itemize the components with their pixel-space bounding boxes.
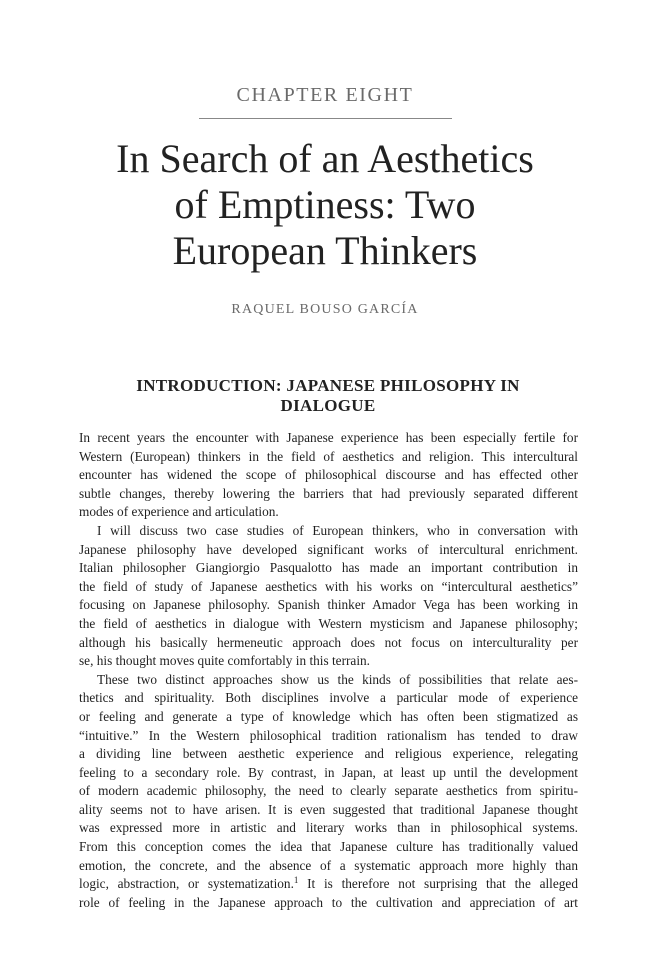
footnote-reference[interactable]: 1 bbox=[293, 875, 299, 886]
text-line: These two distinct approaches show us the kinds of possibilities that relate aes- bbox=[97, 671, 578, 687]
text-line: encounter has widened the scope of philosophical discourse and has effected other bbox=[79, 467, 578, 483]
chapter-title-line: In Search of an Aesthetics bbox=[116, 136, 534, 181]
text-line: ality seems not to have arisen. It is even suggested that traditional Japanese thought bbox=[79, 801, 578, 817]
text-line: Japanese philosophy have developed significant works of intercultural enrichment. bbox=[79, 541, 578, 557]
text-line: a dividing line between aesthetic experience and religious experience, relegating bbox=[79, 746, 578, 762]
chapter-title bbox=[60, 136, 590, 274]
chapter-label: CHAPTER EIGHT bbox=[236, 84, 414, 106]
text-line: I will discuss two case studies of European thinkers, who in conversation with bbox=[97, 522, 578, 538]
text-line: emotion, the concrete, and the absence of a systematic approach more highly than bbox=[79, 857, 578, 873]
text-fragment: logic, abstraction, or systematization. bbox=[79, 876, 294, 892]
text-line: role of feeling in the Japanese approach to the cultivation and appreciation of art bbox=[79, 894, 578, 910]
text-line: feeling to a secondary role. By contrast, in Japan, at least up until the development bbox=[79, 764, 578, 780]
chapter-title-line: of Emptiness: Two bbox=[174, 182, 476, 227]
chapter-title-line: European Thinkers bbox=[172, 228, 478, 273]
chapter-divider bbox=[199, 118, 452, 119]
text-line: or feeling and generate a type of knowledge which has often been stigmatized as bbox=[79, 708, 578, 724]
text-line: Western (European) thinkers in the field of aesthetics and religion. This intercultural bbox=[79, 448, 578, 464]
author-name: RAQUEL BOUSO GARCÍA bbox=[231, 302, 419, 317]
body-text bbox=[79, 429, 578, 912]
text-line: of modern academic philosophy, the need to clearly separate aesthetics from spiritu- bbox=[79, 783, 578, 799]
text-line: the field of study of Japanese aesthetics with his works on “intercultural aesthetics” bbox=[79, 578, 578, 594]
text-line: Italian philosopher Giangiorgio Pasqualotto has made an important contribution in bbox=[79, 560, 578, 576]
text-line: the field of aesthetics in dialogue with Western mysticism and Japanese philosophy; bbox=[79, 615, 578, 631]
section-heading-line: DIALOGUE bbox=[280, 396, 376, 415]
text-line bbox=[79, 875, 578, 894]
text-line: modes of experience and articulation. bbox=[79, 504, 279, 520]
text-line: was expressed more in artistic and literary works than in philosophical systems. bbox=[79, 820, 578, 836]
section-heading-line: INTRODUCTION: JAPANESE PHILOSOPHY IN bbox=[136, 376, 520, 395]
text-line: although his basically hermeneutic approach does not focus on interculturality per bbox=[79, 634, 578, 650]
text-fragment: It is therefore not surprising that the alleged bbox=[298, 876, 578, 892]
text-line: In recent years the encounter with Japanese experience has been especially fertile for bbox=[79, 430, 578, 445]
text-line: focusing on Japanese philosophy. Spanish thinker Amador Vega has been working in bbox=[79, 597, 578, 613]
text-line: “intuitive.” In the Western philosophical tradition rationalism has tended to draw bbox=[79, 727, 578, 743]
text-line: subtle changes, thereby lowering the barriers that had previously separated different bbox=[79, 485, 578, 501]
text-line: se, his thought moves quite comfortably in this terrain. bbox=[79, 653, 371, 669]
text-line: From this conception comes the idea that Japanese culture has traditionally valued bbox=[79, 839, 578, 855]
section-heading bbox=[100, 376, 556, 416]
text-line: thetics and spirituality. Both disciplines involve a particular mode of experience bbox=[79, 690, 578, 706]
